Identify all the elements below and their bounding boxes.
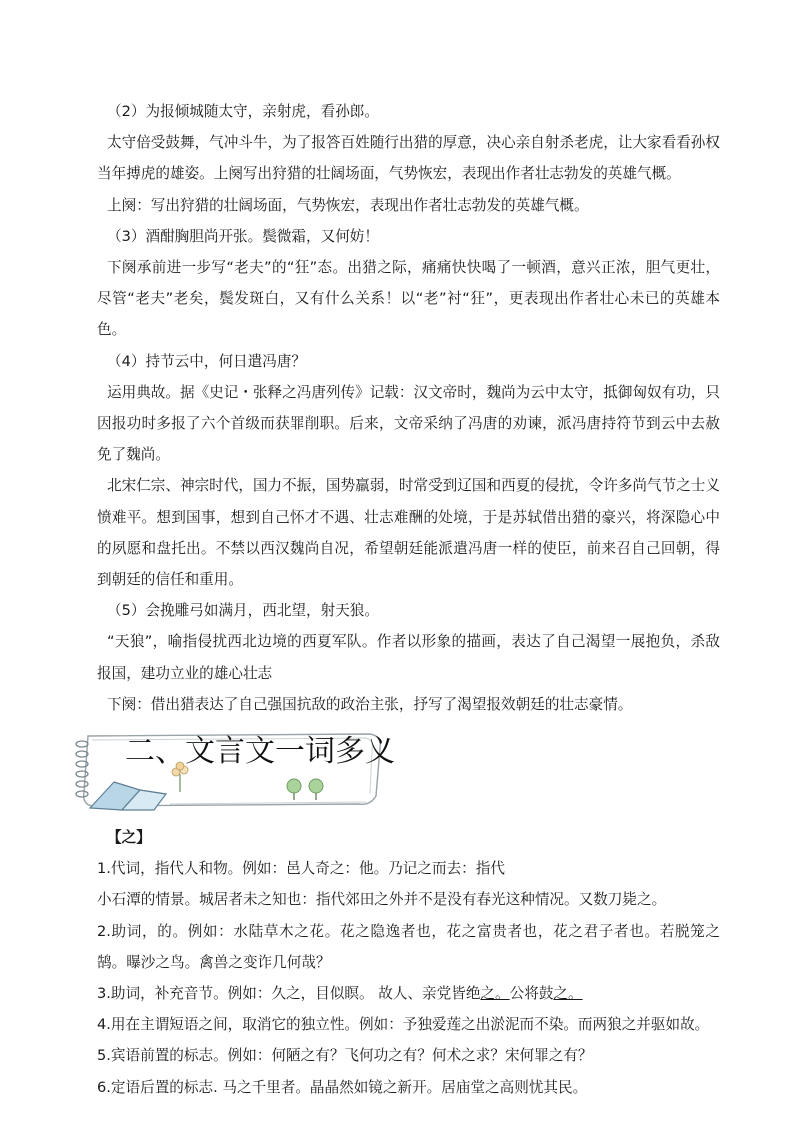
section-banner-area (97, 720, 720, 822)
paragraph: 上阕：写出狩猎的壮阔场面，气势恢宏，表现出作者壮志勃发的英雄气概。 (107, 196, 589, 214)
section-title: 二、文言文一词多义 (125, 734, 395, 770)
paragraph-line-3: （3）酒酣胸胆尚开张。鬓微霜，又何妨！ (107, 227, 379, 245)
paragraph: 下阕：借出猎表达了自己强国抗敌的政治主张，抒写了渴望报效朝廷的壮志豪情。 (107, 695, 633, 713)
underlined-text: 之。 (553, 985, 583, 1003)
definition-item: 4.用在主谓短语之间，取消它的独立性。例如：予独爱莲之出淤泥而不染。而两狼之并驱如故。 (97, 1016, 710, 1034)
definition-item (97, 978, 720, 1009)
definition-item: 6.定语后置的标志. 马之千里者。晶晶然如镜之新开。居庙堂之高则忧其民。 (97, 1078, 588, 1096)
document-body (97, 96, 720, 1103)
paragraph: 太守倍受鼓舞，气冲斗牛，为了报答百姓随行出猎的厚意，决心亲自射杀老虎，让大家看看孙权当年搏虎的雄姿。上阕写出狩猎的壮阔场面，气势恢宏，表现出作者壮志勃发的英雄气概。 (97, 134, 720, 183)
paragraph: 下阕承前进一步写“老夫”的“狂”态。出猎之际，痛痛快快喝了一顿酒，意兴正浓，胆气更壮，尽管“老夫”老矣，鬓发斑白，又有什么关系！以“老”衬“狂”，更表现出作者壮心未已的英雄本色。 (97, 259, 720, 339)
paragraph-line-2: （2）为报倾城随太守，亲射虎，看孙郎。 (107, 103, 379, 120)
paragraph-line-5: （5）会挽雕弓如满月，西北望，射天狼。 (107, 602, 379, 620)
item3-text: 3.助词，补充音节。例如：久之，目似瞑。 故人、亲党皆绝 (97, 985, 481, 1003)
underlined-text: 之。 (480, 985, 510, 1003)
section-heading: 【之】 (107, 829, 151, 847)
item3-text: 公将鼓 (509, 985, 554, 1003)
definition-item: 5.宾语前置的标志。例如：何陋之有？飞何功之有？何术之求？宋何罪之有？ (97, 1047, 593, 1065)
paragraph: “天狼”，喻指侵扰西北边境的西夏军队。作者以形象的描画，表达了自己渴望一展抱负，杀敌报国，建功立业的雄心壮志 (97, 633, 720, 682)
paragraph-line-4: （4）持节云中，何日遣冯唐？ (107, 352, 307, 370)
definition-item: 小石潭的情景。城居者未之知也：指代郊田之外并不是没有春光这种情况。又数刀毙之。 (97, 891, 667, 909)
definition-item: 1.代词，指代人和物。例如：邑人奇之：他。乃记之而去：指代 (97, 860, 505, 878)
paragraph: 北宋仁宗、神宗时代，国力不振，国势羸弱，时常受到辽国和西夏的侵扰，令许多尚气节之士义愤难平。想到国事，想到自己怀才不遇、壮志难酬的处境，于是苏轼借出猎的豪兴，将深隐心中的夙愿和盘托出。不禁以西汉魏尚自况，希望朝廷能派遣冯唐一样的使臣，前来召自己回朝，得到朝廷的信任和重用。 (97, 477, 720, 589)
definition-item: 2.助词，的。例如：水陆草木之花。花之隐逸者也，花之富贵者也，花之君子者也。若脱笼之鹄。曝沙之鸟。禽兽之变诈几何哉？ (97, 922, 720, 971)
paragraph: 运用典故。据《史记・张释之冯唐列传》记载：汉文帝时，魏尚为云中太守，抵御匈奴有功，只因报功时多报了六个首级而获罪削职。后来，文帝采纳了冯唐的劝谏，派冯唐持符节到云中去赦免了魏尚。 (97, 383, 720, 464)
